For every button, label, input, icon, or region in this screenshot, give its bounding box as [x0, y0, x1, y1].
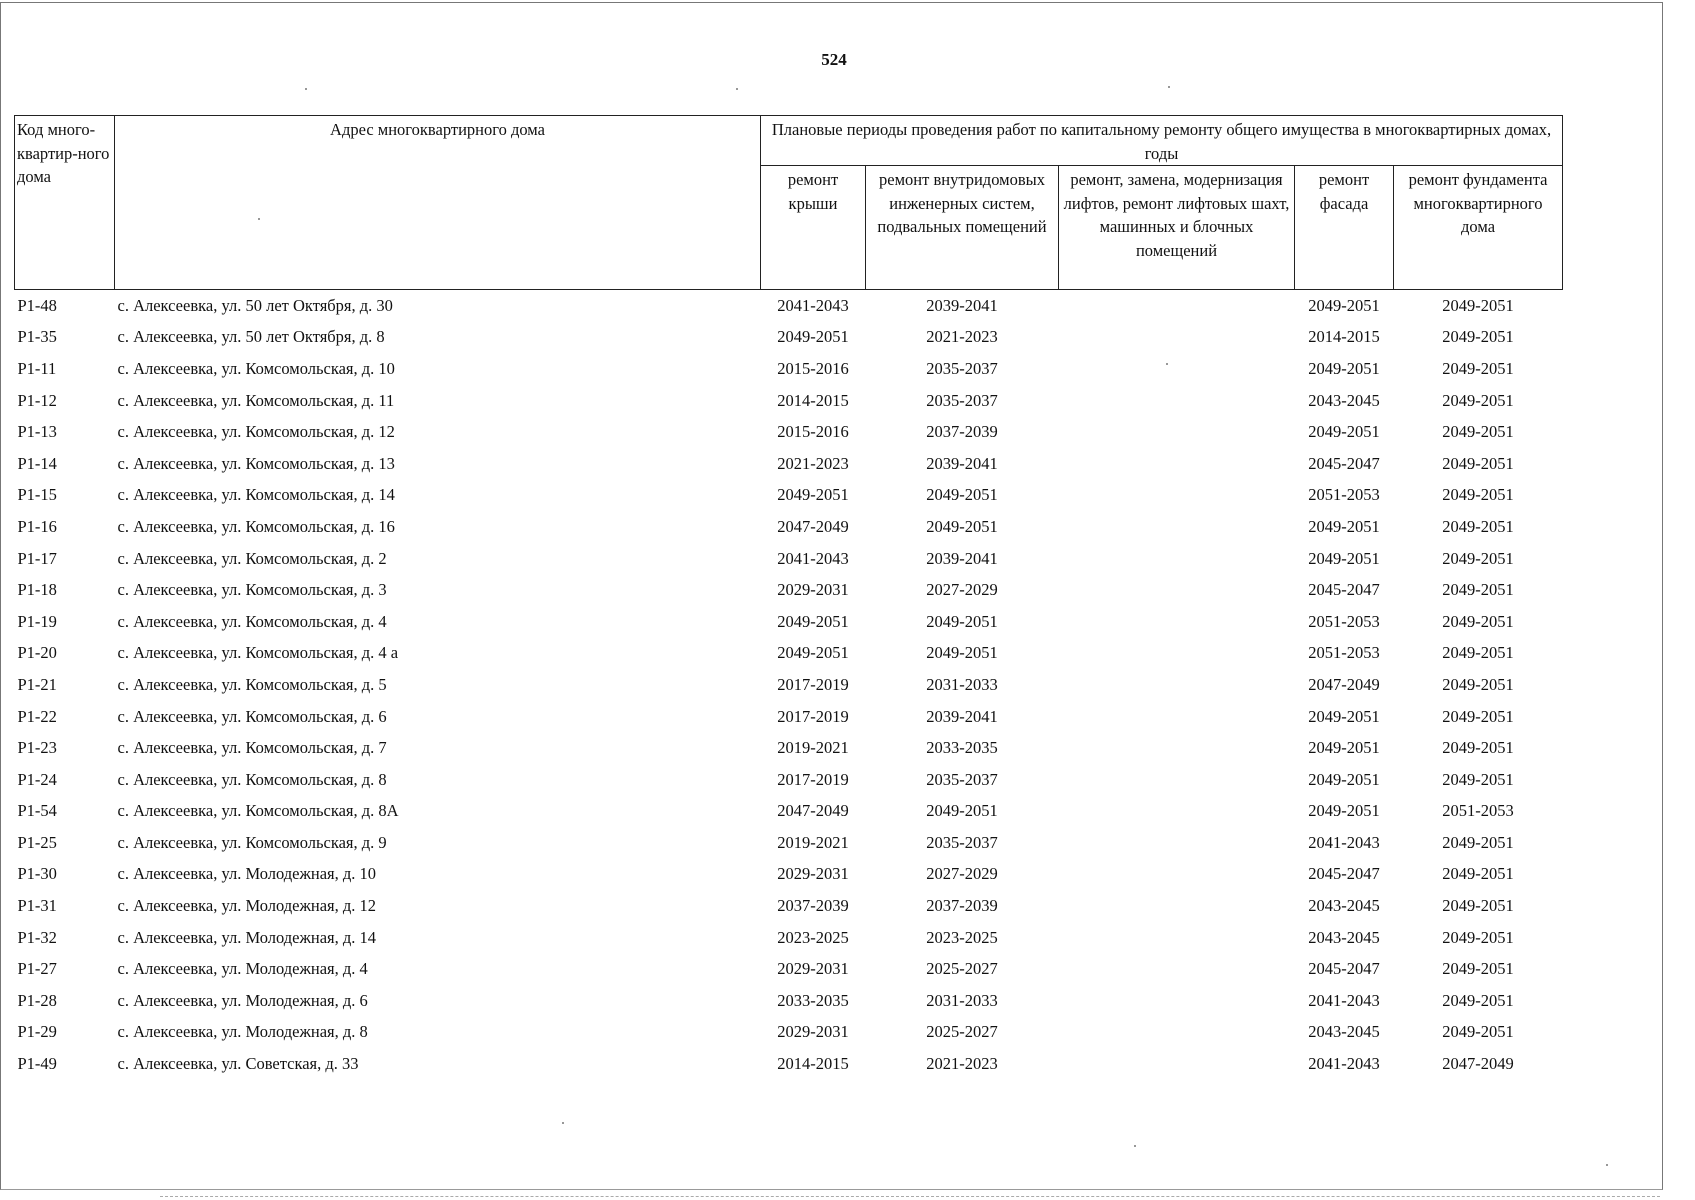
- cell-foundation: 2047-2049: [1442, 1054, 1514, 1074]
- cell-engineering: 2023-2025: [926, 927, 998, 947]
- page-number: 524: [821, 50, 847, 69]
- cell-roof: 2037-2039: [777, 896, 849, 916]
- header-address: Адрес многоквартирного дома: [115, 116, 761, 290]
- cell-roof: 2033-2035: [777, 990, 849, 1010]
- cell-engineering: 2037-2039: [926, 422, 998, 442]
- cell-facade: 2043-2045: [1308, 390, 1380, 410]
- cell-engineering: 2037-2039: [926, 896, 998, 916]
- cell-engineering: 2031-2033: [926, 674, 998, 694]
- cell-engineering: 2049-2051: [926, 611, 998, 631]
- table-row: [15, 669, 1563, 701]
- cell-elevators: [1059, 859, 1295, 891]
- header-facade: ремонт фасада: [1295, 166, 1394, 290]
- cell-address: с. Алексеевка, ул. Советская, д. 33: [117, 1054, 359, 1074]
- cell-engineering: 2035-2037: [926, 769, 998, 789]
- cell-foundation: 2051-2053: [1442, 801, 1514, 821]
- cell-address: с. Алексеевка, ул. Комсомольская, д. 13: [117, 453, 395, 473]
- cell-facade: 2049-2051: [1308, 295, 1380, 315]
- cell-elevators: [1059, 511, 1295, 543]
- table-row: [15, 448, 1563, 480]
- cell-address: с. Алексеевка, ул. Молодежная, д. 4: [117, 959, 368, 979]
- table-row: [15, 353, 1563, 385]
- cell-address: с. Алексеевка, ул. Комсомольская, д. 12: [117, 422, 395, 442]
- cell-elevators: [1059, 764, 1295, 796]
- table-row: [15, 701, 1563, 733]
- cell-foundation: 2049-2051: [1442, 548, 1514, 568]
- cell-code: Р1-11: [17, 358, 57, 378]
- cell-elevators: [1059, 827, 1295, 859]
- cell-elevators: [1059, 638, 1295, 670]
- cell-elevators: [1059, 322, 1295, 354]
- table-row: [15, 796, 1563, 828]
- cell-address: с. Алексеевка, ул. Комсомольская, д. 4: [117, 611, 387, 631]
- cell-facade: 2045-2047: [1308, 959, 1380, 979]
- cell-elevators: [1059, 543, 1295, 575]
- cell-address: с. Алексеевка, ул. Комсомольская, д. 6: [117, 706, 387, 726]
- cell-facade: 2051-2053: [1308, 611, 1380, 631]
- cell-roof: 2014-2015: [777, 1054, 849, 1074]
- cell-foundation: 2049-2051: [1442, 674, 1514, 694]
- cell-address: с. Алексеевка, ул. Комсомольская, д. 14: [117, 485, 395, 505]
- cell-address: с. Алексеевка, ул. Комсомольская, д. 10: [117, 358, 395, 378]
- cell-roof: 2017-2019: [777, 706, 849, 726]
- cell-elevators: [1059, 985, 1295, 1017]
- cell-address: с. Алексеевка, ул. Комсомольская, д. 7: [117, 738, 387, 758]
- table-body: [15, 290, 1563, 1080]
- table-row: [15, 732, 1563, 764]
- cell-foundation: 2049-2051: [1442, 643, 1514, 663]
- table-row: [15, 638, 1563, 670]
- cell-foundation: 2049-2051: [1442, 327, 1514, 347]
- cell-roof: 2021-2023: [777, 453, 849, 473]
- cell-address: с. Алексеевка, ул. 50 лет Октября, д. 30: [117, 295, 393, 315]
- cell-engineering: 2021-2023: [926, 327, 998, 347]
- cell-foundation: 2049-2051: [1442, 358, 1514, 378]
- cell-engineering: 2025-2027: [926, 959, 998, 979]
- cell-code: Р1-29: [17, 1022, 57, 1042]
- cell-address: с. Алексеевка, ул. Комсомольская, д. 4 а: [117, 643, 399, 663]
- cell-facade: 2049-2051: [1308, 801, 1380, 821]
- cell-facade: 2043-2045: [1308, 896, 1380, 916]
- cell-roof: 2019-2021: [777, 738, 849, 758]
- cell-foundation: 2049-2051: [1442, 422, 1514, 442]
- cell-code: Р1-17: [17, 548, 57, 568]
- cell-elevators: [1059, 890, 1295, 922]
- cell-elevators: [1059, 669, 1295, 701]
- cell-foundation: 2049-2051: [1442, 832, 1514, 852]
- cell-facade: 2049-2051: [1308, 706, 1380, 726]
- cell-address: с. Алексеевка, ул. Комсомольская, д. 16: [117, 516, 395, 536]
- cell-foundation: 2049-2051: [1442, 390, 1514, 410]
- cell-elevators: [1059, 353, 1295, 385]
- header-roof: ремонт крыши: [761, 166, 866, 290]
- scan-speck: [562, 1122, 564, 1124]
- cell-roof: 2041-2043: [777, 295, 849, 315]
- cell-code: Р1-19: [17, 611, 57, 631]
- cell-elevators: [1059, 732, 1295, 764]
- table-row: [15, 1048, 1563, 1080]
- table-row: [15, 859, 1563, 891]
- capital-repair-table: [14, 115, 1563, 1080]
- cell-engineering: 2049-2051: [926, 485, 998, 505]
- cell-facade: 2051-2053: [1308, 643, 1380, 663]
- cell-code: Р1-24: [17, 769, 57, 789]
- header-code: Код много-квартир-ного дома: [15, 116, 115, 290]
- cell-address: с. Алексеевка, ул. Комсомольская, д. 8А: [117, 801, 399, 821]
- table-row: [15, 922, 1563, 954]
- cell-elevators: [1059, 480, 1295, 512]
- cell-address: с. Алексеевка, ул. Комсомольская, д. 5: [117, 674, 387, 694]
- cell-engineering: 2031-2033: [926, 990, 998, 1010]
- scan-speck: [305, 88, 307, 90]
- cell-foundation: 2049-2051: [1442, 769, 1514, 789]
- cell-elevators: [1059, 796, 1295, 828]
- cell-address: с. Алексеевка, ул. Молодежная, д. 14: [117, 927, 377, 947]
- cell-address: с. Алексеевка, ул. Комсомольская, д. 9: [117, 832, 387, 852]
- cell-code: Р1-22: [17, 706, 57, 726]
- cell-facade: 2049-2051: [1308, 358, 1380, 378]
- cell-foundation: 2049-2051: [1442, 927, 1514, 947]
- header-elevators: ремонт, замена, модернизация лифтов, ремонт лифтовых шахт, машинных и блочных помещений: [1059, 166, 1295, 290]
- cell-roof: 2017-2019: [777, 674, 849, 694]
- table-header: [15, 116, 1563, 290]
- cell-elevators: [1059, 701, 1295, 733]
- table-row: [15, 290, 1563, 322]
- scan-speck: [1166, 363, 1168, 365]
- cell-code: Р1-28: [17, 990, 57, 1010]
- cell-foundation: 2049-2051: [1442, 738, 1514, 758]
- cell-facade: 2049-2051: [1308, 738, 1380, 758]
- cell-facade: 2041-2043: [1308, 832, 1380, 852]
- table-row: [15, 953, 1563, 985]
- cell-foundation: 2049-2051: [1442, 864, 1514, 884]
- cell-roof: 2049-2051: [777, 485, 849, 505]
- cell-facade: 2041-2043: [1308, 1054, 1380, 1074]
- cell-facade: 2014-2015: [1308, 327, 1380, 347]
- cell-code: Р1-21: [17, 674, 57, 694]
- cell-roof: 2029-2031: [777, 580, 849, 600]
- cell-address: с. Алексеевка, ул. Молодежная, д. 6: [117, 990, 368, 1010]
- cell-facade: 2049-2051: [1308, 548, 1380, 568]
- cell-roof: 2049-2051: [777, 643, 849, 663]
- cell-code: Р1-18: [17, 580, 57, 600]
- cell-engineering: 2035-2037: [926, 832, 998, 852]
- cell-engineering: 2035-2037: [926, 358, 998, 378]
- cell-foundation: 2049-2051: [1442, 959, 1514, 979]
- table-row: [15, 985, 1563, 1017]
- cell-roof: 2029-2031: [777, 1022, 849, 1042]
- table-row: [15, 322, 1563, 354]
- cell-foundation: 2049-2051: [1442, 453, 1514, 473]
- cell-roof: 2023-2025: [777, 927, 849, 947]
- cell-address: с. Алексеевка, ул. Молодежная, д. 12: [117, 896, 377, 916]
- header-periods: Плановые периоды проведения работ по капитальному ремонту общего имущества в многоквартирных домах, годы: [761, 116, 1563, 166]
- cell-facade: 2041-2043: [1308, 990, 1380, 1010]
- cell-elevators: [1059, 416, 1295, 448]
- cell-code: Р1-35: [17, 327, 57, 347]
- cell-code: Р1-32: [17, 927, 57, 947]
- scan-bottom-line: [160, 1196, 1660, 1197]
- cell-code: Р1-23: [17, 738, 57, 758]
- cell-roof: 2049-2051: [777, 611, 849, 631]
- cell-engineering: 2021-2023: [926, 1054, 998, 1074]
- cell-elevators: [1059, 953, 1295, 985]
- cell-engineering: 2025-2027: [926, 1022, 998, 1042]
- cell-code: Р1-13: [17, 422, 57, 442]
- cell-facade: 2043-2045: [1308, 927, 1380, 947]
- cell-engineering: 2039-2041: [926, 706, 998, 726]
- header-foundation: ремонт фундамента многоквартирного дома: [1394, 166, 1563, 290]
- header-engineering: ремонт внутридомовых инженерных систем, подвальных помещений: [866, 166, 1059, 290]
- table-row: [15, 385, 1563, 417]
- table-row: [15, 606, 1563, 638]
- cell-code: Р1-31: [17, 896, 57, 916]
- cell-roof: 2041-2043: [777, 548, 849, 568]
- cell-facade: 2045-2047: [1308, 453, 1380, 473]
- cell-address: с. Алексеевка, ул. Молодежная, д. 8: [117, 1022, 368, 1042]
- cell-roof: 2047-2049: [777, 801, 849, 821]
- cell-engineering: 2027-2029: [926, 864, 998, 884]
- cell-code: Р1-20: [17, 643, 57, 663]
- cell-facade: 2045-2047: [1308, 864, 1380, 884]
- scan-speck: [736, 88, 738, 90]
- cell-roof: 2049-2051: [777, 327, 849, 347]
- cell-foundation: 2049-2051: [1442, 611, 1514, 631]
- cell-roof: 2017-2019: [777, 769, 849, 789]
- cell-foundation: 2049-2051: [1442, 990, 1514, 1010]
- cell-code: Р1-27: [17, 959, 57, 979]
- scan-speck: [1168, 86, 1170, 88]
- cell-roof: 2047-2049: [777, 516, 849, 536]
- cell-roof: 2015-2016: [777, 358, 849, 378]
- cell-elevators: [1059, 448, 1295, 480]
- cell-foundation: 2049-2051: [1442, 516, 1514, 536]
- cell-foundation: 2049-2051: [1442, 580, 1514, 600]
- table-row: [15, 764, 1563, 796]
- cell-foundation: 2049-2051: [1442, 706, 1514, 726]
- cell-roof: 2015-2016: [777, 422, 849, 442]
- cell-engineering: 2039-2041: [926, 548, 998, 568]
- cell-code: Р1-48: [17, 295, 57, 315]
- cell-address: с. Алексеевка, ул. Комсомольская, д. 8: [117, 769, 387, 789]
- cell-roof: 2029-2031: [777, 959, 849, 979]
- cell-facade: 2047-2049: [1308, 674, 1380, 694]
- cell-roof: 2014-2015: [777, 390, 849, 410]
- cell-roof: 2029-2031: [777, 864, 849, 884]
- cell-engineering: 2027-2029: [926, 580, 998, 600]
- cell-elevators: [1059, 574, 1295, 606]
- cell-foundation: 2049-2051: [1442, 1022, 1514, 1042]
- scan-speck: [1606, 1164, 1608, 1166]
- cell-foundation: 2049-2051: [1442, 485, 1514, 505]
- table-row: [15, 1017, 1563, 1049]
- cell-elevators: [1059, 290, 1295, 322]
- cell-elevators: [1059, 922, 1295, 954]
- cell-code: Р1-30: [17, 864, 57, 884]
- cell-elevators: [1059, 385, 1295, 417]
- cell-facade: 2049-2051: [1308, 422, 1380, 442]
- cell-foundation: 2049-2051: [1442, 295, 1514, 315]
- cell-code: Р1-12: [17, 390, 57, 410]
- cell-code: Р1-14: [17, 453, 57, 473]
- cell-engineering: 2049-2051: [926, 801, 998, 821]
- cell-address: с. Алексеевка, ул. Комсомольская, д. 2: [117, 548, 387, 568]
- cell-code: Р1-54: [17, 801, 57, 821]
- cell-address: с. Алексеевка, ул. Комсомольская, д. 11: [117, 390, 395, 410]
- cell-elevators: [1059, 606, 1295, 638]
- cell-elevators: [1059, 1017, 1295, 1049]
- table-row: [15, 890, 1563, 922]
- cell-facade: 2043-2045: [1308, 1022, 1380, 1042]
- cell-code: Р1-15: [17, 485, 57, 505]
- scan-speck: [1134, 1145, 1136, 1147]
- cell-foundation: 2049-2051: [1442, 896, 1514, 916]
- cell-roof: 2019-2021: [777, 832, 849, 852]
- cell-facade: 2051-2053: [1308, 485, 1380, 505]
- cell-facade: 2049-2051: [1308, 516, 1380, 536]
- cell-code: Р1-49: [17, 1054, 57, 1074]
- cell-facade: 2045-2047: [1308, 580, 1380, 600]
- table-row: [15, 827, 1563, 859]
- cell-address: с. Алексеевка, ул. Молодежная, д. 10: [117, 864, 377, 884]
- cell-engineering: 2033-2035: [926, 738, 998, 758]
- scan-speck: [258, 218, 260, 220]
- cell-engineering: 2039-2041: [926, 453, 998, 473]
- table-row: [15, 574, 1563, 606]
- cell-engineering: 2049-2051: [926, 643, 998, 663]
- cell-address: с. Алексеевка, ул. Комсомольская, д. 3: [117, 580, 387, 600]
- cell-code: Р1-16: [17, 516, 57, 536]
- cell-engineering: 2035-2037: [926, 390, 998, 410]
- cell-engineering: 2039-2041: [926, 295, 998, 315]
- table-row: [15, 511, 1563, 543]
- table-row: [15, 543, 1563, 575]
- cell-address: с. Алексеевка, ул. 50 лет Октября, д. 8: [117, 327, 385, 347]
- cell-elevators: [1059, 1048, 1295, 1080]
- cell-code: Р1-25: [17, 832, 57, 852]
- cell-engineering: 2049-2051: [926, 516, 998, 536]
- table-row: [15, 480, 1563, 512]
- table-row: [15, 416, 1563, 448]
- cell-facade: 2049-2051: [1308, 769, 1380, 789]
